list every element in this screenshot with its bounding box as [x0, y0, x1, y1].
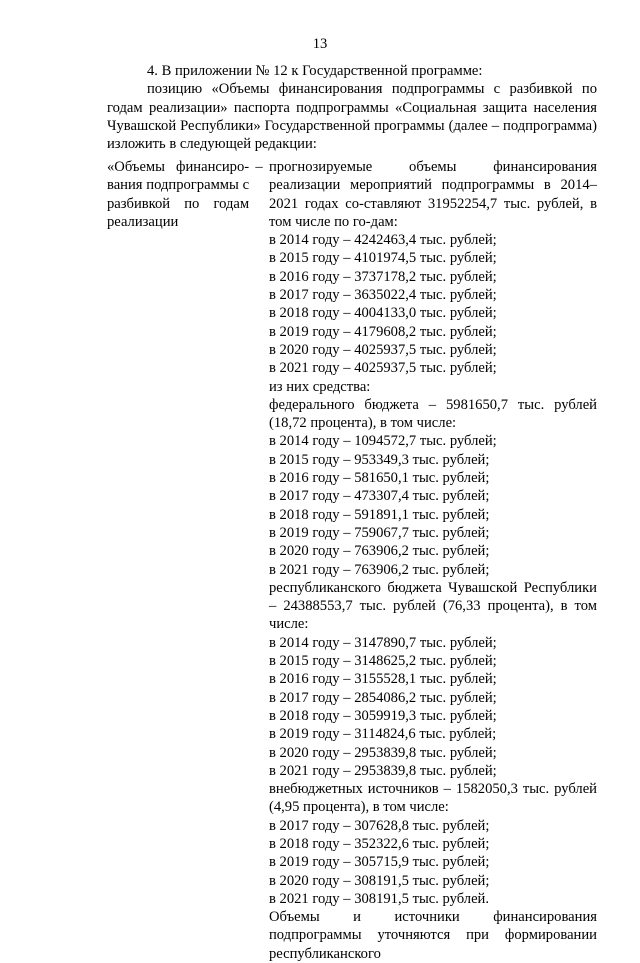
list-item: в 2014 году – 3147890,7 тыс. рублей;: [269, 634, 497, 651]
list-item: в 2021 году – 763906,2 тыс. рублей;: [269, 561, 490, 578]
table-left-cell: «Объемы финансиро-вания подпрограммы с разбивкой по годам реализации: [107, 159, 250, 230]
list-item: в 2015 году – 4101974,5 тыс. рублей;: [269, 250, 497, 267]
financing-table: [107, 158, 597, 963]
list-item: в 2017 году – 473307,4 тыс. рублей;: [269, 488, 490, 505]
list-item: в 2016 году – 581650,1 тыс. рублей;: [269, 470, 490, 487]
list-item: в 2017 году – 3635022,4 тыс. рублей;: [269, 287, 497, 304]
list-item: в 2017 году – 2854086,2 тыс. рублей;: [269, 689, 497, 706]
list-item: в 2015 году – 953349,3 тыс. рублей;: [269, 451, 490, 468]
list-item: в 2021 году – 4025937,5 тыс. рублей;: [269, 360, 497, 377]
list-item: в 2018 году – 591891,1 тыс. рублей;: [269, 506, 490, 523]
totals-list: [269, 231, 597, 377]
list-item: в 2019 году – 759067,7 тыс. рублей;: [269, 524, 490, 541]
list-item: в 2020 году – 763906,2 тыс. рублей;: [269, 543, 490, 560]
list-item: в 2021 году – 308191,5 тыс. рублей.: [269, 890, 490, 907]
extra-list: [269, 817, 597, 908]
list-item: в 2014 году – 4242463,4 тыс. рублей;: [269, 232, 497, 249]
list-item: в 2018 году – 352322,6 тыс. рублей;: [269, 835, 490, 852]
closing-text: Объемы и источники финансирования подпрограммы уточняются при формировании республиканского: [269, 909, 597, 962]
intro-text: [107, 62, 597, 153]
extra-head-text: внебюджетных источников – 1582050,3 тыс. рублей (4,95 процента), в том числе:: [269, 781, 597, 816]
list-item: в 2019 году – 4179608,2 тыс. рублей;: [269, 323, 497, 340]
republic-list: [269, 634, 597, 780]
list-item: в 2016 году – 3155528,1 тыс. рублей;: [269, 671, 497, 688]
federal-list: [269, 432, 597, 578]
federal-head-text: федерального бюджета – 5981650,7 тыс. рублей (18,72 процента), в том числе:: [269, 396, 597, 432]
list-item: в 2020 году – 4025937,5 тыс. рублей;: [269, 341, 497, 358]
list-item: в 2019 году – 305715,9 тыс. рублей;: [269, 854, 490, 871]
list-item: в 2020 году – 2953839,8 тыс. рублей;: [269, 744, 497, 761]
list-item: в 2017 году – 307628,8 тыс. рублей;: [269, 817, 490, 834]
of-them-label: из них средства:: [269, 378, 371, 395]
table-dash: –: [255, 159, 263, 175]
republic-head-text: республиканского бюджета Чувашской Республики – 24388553,7 тыс. рублей (76,33 процента), в том числе:: [269, 579, 597, 633]
list-item: в 2015 году – 3148625,2 тыс. рублей;: [269, 653, 497, 670]
list-item: в 2018 году – 4004133,0 тыс. рублей;: [269, 305, 497, 322]
right-head-text: прогнозируемые объемы финансирования реализации мероприятий подпрограммы в 2014–2021 годах со-ставляют 31952254,7 тыс. рублей, в том числе по го-дам:: [269, 159, 597, 230]
page-number: 13: [312, 36, 328, 52]
intro-paragraph-2: позицию «Объемы финансирования подпрограммы с разбивкой по годам реализации» паспорта подпрограммы «Социальная защита населения Чувашской Республики» Государственной программы (далее – подпрограмма) изложить в следующей редакции:: [107, 81, 597, 153]
intro-paragraph-1: 4. В приложении № 12 к Государственной программе:: [147, 63, 483, 79]
list-item: в 2021 году – 2953839,8 тыс. рублей;: [269, 762, 497, 779]
list-item: в 2020 году – 308191,5 тыс. рублей;: [269, 872, 490, 889]
list-item: в 2018 году – 3059919,3 тыс. рублей;: [269, 707, 497, 724]
list-item: в 2014 году – 1094572,7 тыс. рублей;: [269, 433, 497, 450]
list-item: в 2019 году – 3114824,6 тыс. рублей;: [269, 726, 497, 743]
list-item: в 2016 году – 3737178,2 тыс. рублей;: [269, 268, 497, 285]
table-right-cell: [269, 158, 597, 963]
